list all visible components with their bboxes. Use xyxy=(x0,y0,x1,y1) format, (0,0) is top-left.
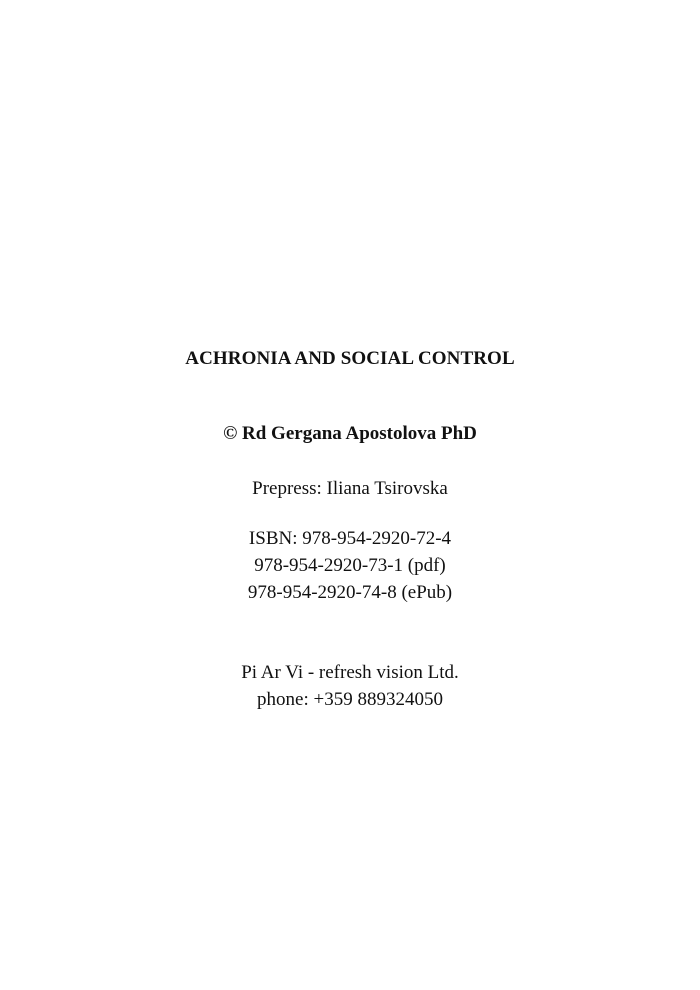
isbn-print: ISBN: 978-954-2920-72-4 xyxy=(248,528,452,549)
copyright-line: © Rd Gergana Apostolova PhD xyxy=(223,423,477,444)
book-title: ACHRONIA AND SOCIAL CONTROL xyxy=(185,348,515,369)
publisher-name: Pi Ar Vi - refresh vision Ltd. xyxy=(241,662,459,683)
publisher-phone: phone: +359 889324050 xyxy=(257,689,443,710)
isbn-epub: 978-954-2920-74-8 (ePub) xyxy=(247,582,453,603)
prepress-credit: Prepress: Iliana Tsirovska xyxy=(252,478,448,499)
isbn-pdf: 978-954-2920-73-1 (pdf) xyxy=(254,555,446,576)
